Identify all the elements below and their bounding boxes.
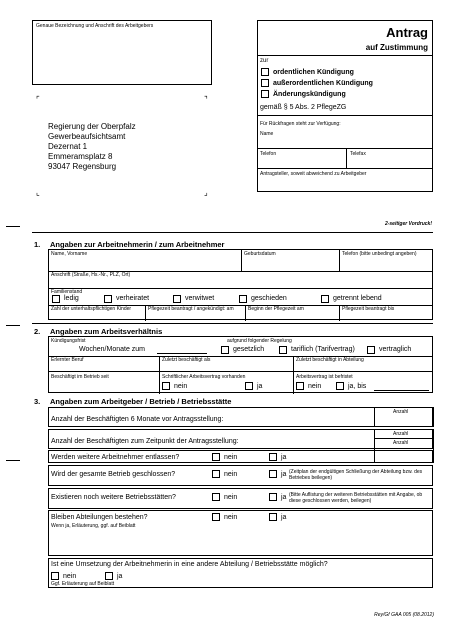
other-sites-yes-checkbox[interactable] xyxy=(269,493,277,501)
closure-yes-checkbox[interactable] xyxy=(269,470,277,478)
closure-no-checkbox[interactable] xyxy=(212,470,220,478)
modification-termination-checkbox[interactable] xyxy=(261,90,269,98)
family-option-label: ledig xyxy=(64,295,79,302)
section-1-grid xyxy=(48,249,433,320)
recipient-line: 93047 Regensburg xyxy=(48,162,117,171)
section-2-title: Angaben zum Arbeitsverhältnis xyxy=(50,327,163,336)
regulation-option-label: gesetzlich xyxy=(233,346,265,353)
yes-label: ja xyxy=(281,514,287,521)
recipient-line: Dezernat 1 xyxy=(48,142,88,151)
corner-mark: ⌜ xyxy=(36,95,40,104)
corner-mark: ⌞ xyxy=(36,188,40,197)
other-sites-question: Existieren noch weitere Betriebsstätten? xyxy=(51,494,176,501)
more-dismissals-question: Werden weitere Arbeitnehmer entlassen? xyxy=(51,454,180,461)
no-label: nein xyxy=(224,514,238,521)
family-widowed-checkbox[interactable] xyxy=(173,295,181,303)
two-sided-note: 2-seitiger Vordruck! xyxy=(384,221,432,227)
application-header-box xyxy=(257,20,433,192)
count-label: Anzahl xyxy=(393,431,409,438)
family-divorced-checkbox[interactable] xyxy=(239,295,247,303)
family-option-label: verheiratet xyxy=(116,295,150,302)
yes-label: ja xyxy=(281,454,287,461)
other-sites-row xyxy=(48,488,433,509)
section-3-number: 3. xyxy=(34,397,41,406)
recipient-line: Regierung der Oberpfalz xyxy=(48,122,136,131)
regulation-legal-checkbox[interactable] xyxy=(221,346,229,354)
regulation-tariff-checkbox[interactable] xyxy=(279,346,287,354)
employees-now-question: Anzahl der Beschäftigten zum Zeitpunkt der Antragsstellung: xyxy=(51,438,239,445)
current-dept-label: Zuletzt beschäftigt in Abteilung xyxy=(296,357,364,363)
family-option-label: getrennt lebend xyxy=(333,295,382,302)
option-label: außerordentlichen Kündigung xyxy=(273,80,373,87)
regulation-option-label: tariflich (Tarifvertrag) xyxy=(291,346,355,353)
employees-6-months-count[interactable] xyxy=(374,407,434,427)
option-label: ordentlichen Kündigung xyxy=(273,69,354,76)
no-label: nein xyxy=(224,494,238,501)
written-contract-label: Schriftlicher Arbeitsvertrag vorhanden xyxy=(162,374,246,380)
birthdate-label: Geburtsdatum xyxy=(244,251,276,257)
contact-name-label: Name xyxy=(260,131,274,137)
ordinary-termination-checkbox[interactable] xyxy=(261,68,269,76)
transfer-question: Ist eine Umsetzung der Arbeitnehmerin in eine andere Abteilung / Betriebsstätte möglich? xyxy=(51,561,328,568)
weeks-label: Wochen/Monate zum xyxy=(79,346,146,353)
page-subtitle: auf Zustimmung xyxy=(365,43,428,52)
care-start-label: Beginn der Pflegezeit am xyxy=(248,306,304,312)
extraordinary-termination-checkbox[interactable] xyxy=(261,79,269,87)
section-1-title: Angaben zur Arbeitnehmerin / zum Arbeitnehmer xyxy=(50,240,225,249)
limited-no-checkbox[interactable] xyxy=(296,382,304,390)
section-1-number: 1. xyxy=(34,240,41,249)
notice-period-label: Kündigungsfrist xyxy=(51,338,86,344)
written-contract-yes-checkbox[interactable] xyxy=(245,382,253,390)
yes-until-label: ja, bis xyxy=(348,383,367,390)
departments-no-checkbox[interactable] xyxy=(212,513,220,521)
departments-question: Bleiben Abteilungen bestehen? xyxy=(51,514,148,521)
limited-yes-checkbox[interactable] xyxy=(336,382,344,390)
family-married-checkbox[interactable] xyxy=(104,295,112,303)
zur-label: zur xyxy=(260,58,269,64)
no-label: nein xyxy=(224,454,238,461)
departments-row[interactable] xyxy=(48,510,433,556)
regulation-option-label: vertraglich xyxy=(379,346,412,353)
employees-6-months-question: Anzahl der Beschäftigten 6 Monate vor Antragsstellung: xyxy=(51,416,224,423)
employee-name-label: Name, Vorname xyxy=(51,251,88,257)
closure-note: (Zeitplan der endgültigen Schließung der Abteilung bzw. des Betriebes beilegen) xyxy=(289,469,423,481)
more-dismissals-no-checkbox[interactable] xyxy=(212,453,220,461)
count-label: Anzahl xyxy=(393,409,409,416)
legal-basis: gemäß § 5 Abs. 2 PflegeZG xyxy=(260,104,347,111)
corner-mark: ⌝ xyxy=(204,95,208,104)
employee-phone-label: Telefon (bitte unbedingt angeben) xyxy=(342,251,417,257)
transfer-no-checkbox[interactable] xyxy=(51,572,59,580)
children-label: Zahl der unterhaltspflichtigen Kinder xyxy=(51,306,132,312)
employees-6-months-row xyxy=(48,407,433,427)
form-code: Rey/Gf GAA 005 (08.2012) xyxy=(374,612,434,618)
regulation-label: aufgrund folgender Regelung xyxy=(227,338,292,344)
page-title: Antrag xyxy=(386,25,428,40)
yes-label: ja xyxy=(281,494,287,501)
recipient-line: Emmeramsplatz 8 xyxy=(48,152,113,161)
no-label: nein xyxy=(224,471,238,478)
family-single-checkbox[interactable] xyxy=(52,295,60,303)
section-2-grid xyxy=(48,336,433,393)
family-separated-checkbox[interactable] xyxy=(321,295,329,303)
applicant-label: Antragsteller, soweit abweichend zu Arbeitgeber xyxy=(260,171,367,177)
contact-phone-label: Telefon xyxy=(260,151,277,157)
current-position-label: Zuletzt beschäftigt als xyxy=(162,357,211,363)
contact-intro: Für Rückfragen steht zur Verfügung: xyxy=(260,121,341,127)
more-dismissals-count[interactable] xyxy=(374,438,434,463)
closure-question: Wird der gesamte Betrieb geschlossen? xyxy=(51,471,176,478)
family-option-label: verwitwet xyxy=(185,295,215,302)
care-until-label: Pflegezeit beantragt bis xyxy=(342,306,395,312)
job-label: Erlernter Beruf xyxy=(51,357,84,363)
employer-address-box[interactable] xyxy=(32,20,212,85)
no-label: nein xyxy=(174,383,188,390)
regulation-contract-checkbox[interactable] xyxy=(367,346,375,354)
care-requested-label: Pflegezeit beantragt / angekündigt: am xyxy=(148,306,234,312)
no-label: nein xyxy=(308,383,322,390)
count-label: Anzahl xyxy=(393,440,409,446)
transfer-row xyxy=(48,558,433,588)
address-label: Anschrift (Straße, Hs.-Nr., PLZ, Ort) xyxy=(51,272,131,278)
yes-label: ja xyxy=(117,573,123,580)
more-dismissals-yes-checkbox[interactable] xyxy=(269,453,277,461)
contact-fax-label: Telefax xyxy=(350,151,366,157)
section-2-number: 2. xyxy=(34,327,41,336)
other-sites-note: (Bitte Auflistung der weiteren Betriebsstätten mit Angabe, ob diese geschlossen werden, beilegen) xyxy=(289,492,423,504)
family-status-label: Familienstand xyxy=(51,289,83,295)
limited-contract-label: Arbeitsvertrag ist befristet xyxy=(296,374,353,380)
yes-label: ja xyxy=(281,471,287,478)
recipient-line: Gewerbeaufsichtsamt xyxy=(48,132,126,141)
option-label: Änderungskündigung xyxy=(273,91,346,98)
other-sites-no-checkbox[interactable] xyxy=(212,493,220,501)
yes-label: ja xyxy=(257,383,263,390)
family-option-label: geschieden xyxy=(251,295,287,302)
recipient-address xyxy=(48,122,136,172)
departments-note: Wenn ja, Erläuterung, ggf. auf Beiblatt xyxy=(51,523,136,529)
section-3-title: Angaben zum Arbeitgeber / Betrieb / Betriebsstätte xyxy=(50,397,232,406)
transfer-note: Ggf. Erläuterung auf Beiblatt xyxy=(51,581,115,587)
employer-box-label: Genaue Bezeichnung und Anschrift des Arbeitgebers xyxy=(36,23,154,29)
written-contract-no-checkbox[interactable] xyxy=(162,382,170,390)
corner-mark: ⌟ xyxy=(204,188,208,197)
transfer-yes-checkbox[interactable] xyxy=(105,572,113,580)
departments-yes-checkbox[interactable] xyxy=(269,513,277,521)
closure-row xyxy=(48,465,433,486)
employed-since-label: Beschäftigt im Betrieb seit xyxy=(51,374,109,380)
no-label: nein xyxy=(63,573,77,580)
